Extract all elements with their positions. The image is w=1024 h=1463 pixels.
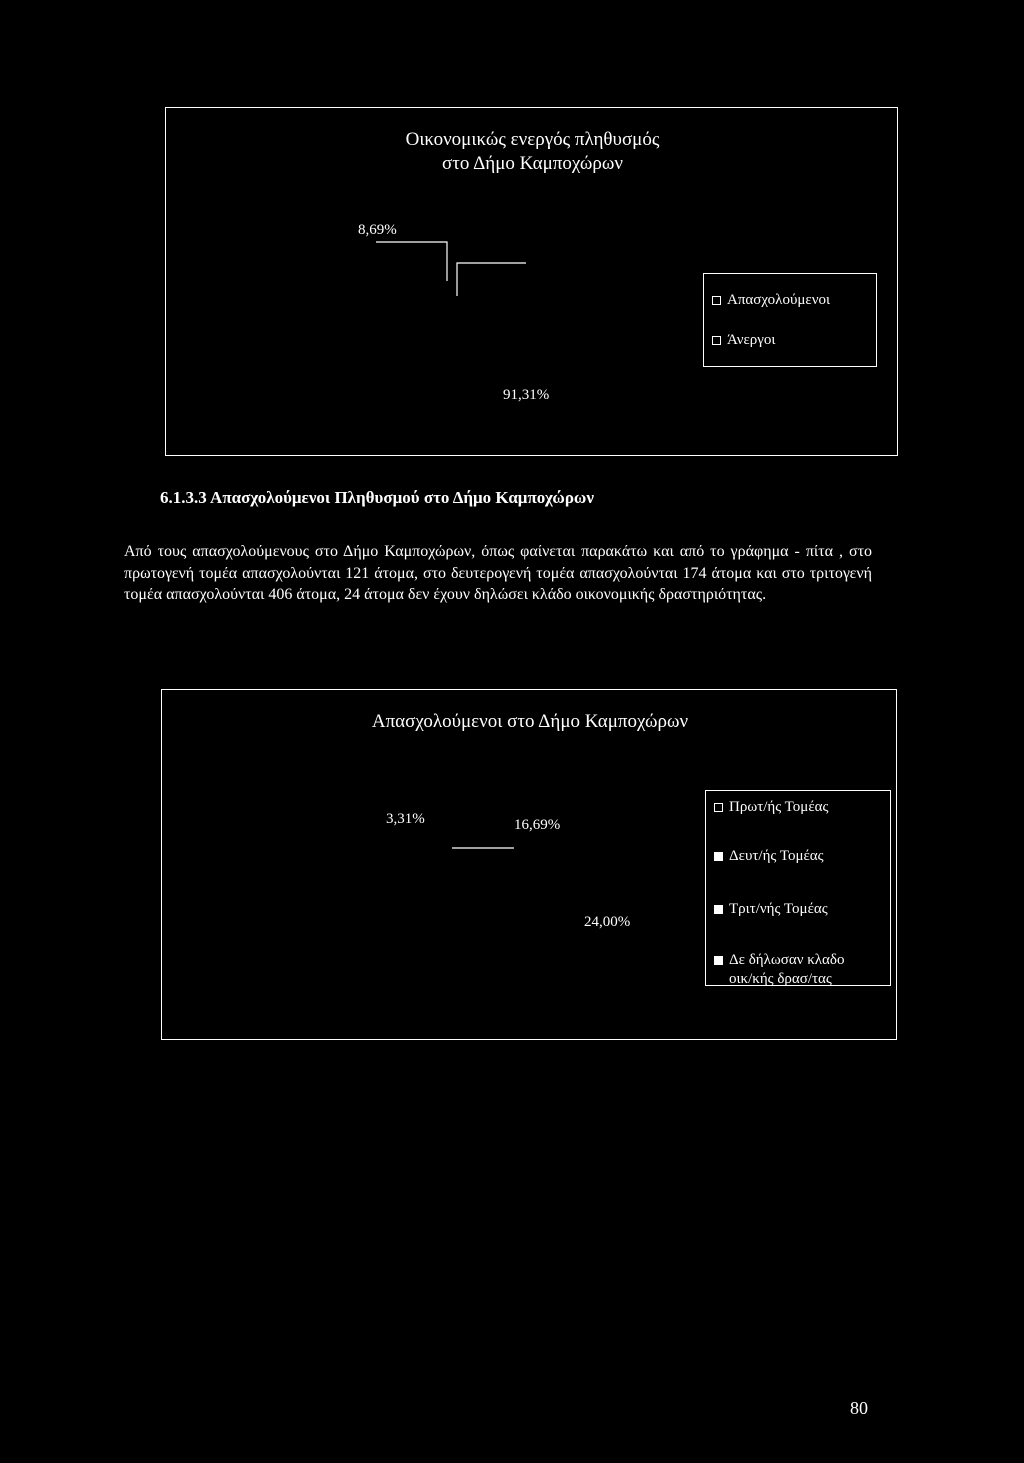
legend-label-line-2: οικ/κής δρασ/τας — [729, 971, 832, 987]
chart-title-line-2: στο Δήμο Καμποχώρων — [441, 153, 624, 174]
legend-item-primary — [714, 799, 828, 816]
legend-swatch-unemployed — [712, 336, 721, 345]
data-label-primary: 16,69% — [514, 817, 561, 833]
legend-item-tertiary — [714, 901, 828, 918]
page-number: 80 — [850, 1398, 868, 1418]
legend-item-undeclared — [714, 951, 845, 989]
data-label-undeclared: 3,31% — [386, 811, 425, 827]
legend-label: Πρωτ/ής Τομέας — [729, 799, 829, 815]
legend-swatch-primary — [714, 803, 723, 812]
chart-employment-status — [165, 107, 898, 456]
legend-label: Απασχολούμενοι — [727, 292, 831, 308]
chart-title: Απασχολούμενοι στο Δήμο Καμποχώρων — [371, 711, 689, 732]
chart-title-line-1: Οικονομικώς ενεργός πληθυσμός — [405, 129, 660, 150]
legend-swatch-undeclared — [714, 956, 723, 965]
data-label-unemployed: 8,69% — [358, 222, 397, 238]
legend-label: Άνεργοι — [727, 332, 776, 348]
legend-item-employed — [712, 292, 830, 309]
legend-item-unemployed — [712, 332, 775, 349]
leader-line-unemployed — [376, 242, 447, 281]
legend-label: Δευτ/ής Τομέας — [729, 848, 824, 864]
legend-swatch-tertiary — [714, 905, 723, 914]
section-heading: 6.1.3.3 Απασχολούμενοι Πληθυσμού στο Δήμο Καμποχώρων — [160, 488, 594, 507]
chart-legend — [703, 273, 877, 367]
legend-label: Τριτ/νής Τομέας — [729, 901, 828, 917]
chart-employed-by-sector — [161, 689, 897, 1040]
body-paragraph: Από τους απασχολούμενους στο Δήμο Καμποχώρων, όπως φαίνεται παρακάτω και από το γράφημα - πίτα , στο πρωτογενή τομέα απασχολούνται 121 άτομα, στο δευτερογενή τομέα απασχολούνται 174 άτομα και στο τριτογενή τομέα απασχολούνται 406 άτομα, 24 άτομα δεν έχουν δηλώσει κλάδο οικονομικής δραστηριότητας. — [124, 543, 872, 603]
legend-swatch-secondary — [714, 852, 723, 861]
chart-legend — [705, 790, 891, 986]
legend-label — [729, 951, 845, 989]
leader-line-gap — [457, 263, 526, 296]
legend-item-secondary — [714, 848, 824, 865]
data-label-employed: 91,31% — [503, 387, 550, 403]
legend-label-line-1: Δε δήλωσαν κλαδο — [729, 952, 845, 968]
legend-swatch-employed — [712, 296, 721, 305]
data-label-secondary: 24,00% — [584, 914, 631, 930]
